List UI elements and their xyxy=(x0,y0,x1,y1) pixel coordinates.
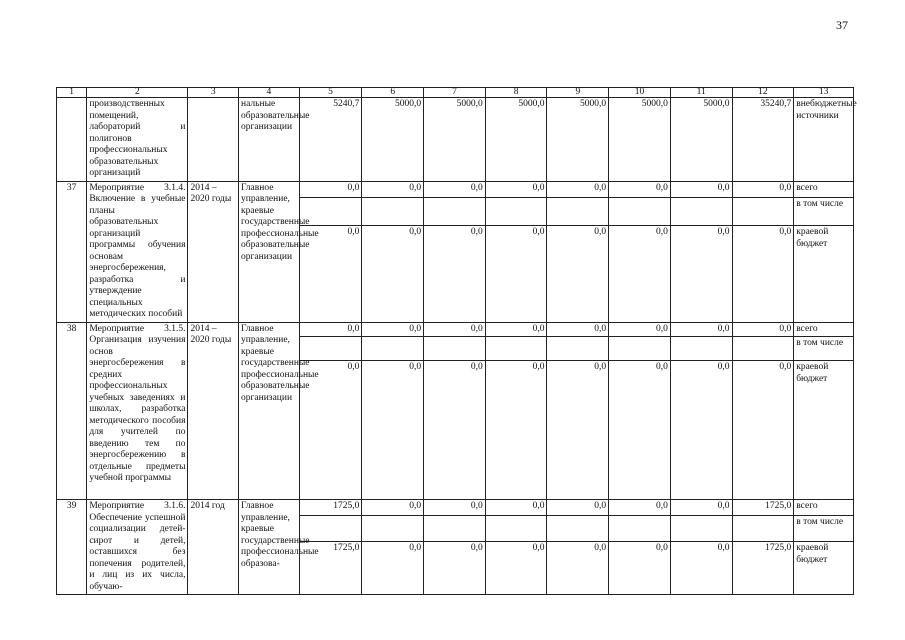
source-cell: всего xyxy=(794,322,854,337)
period-cell: 2014 – 2020 годы xyxy=(188,322,239,500)
value-cell: 0,0 xyxy=(362,181,424,198)
value-cell: 1725,0 xyxy=(299,542,362,595)
value-cell: 0,0 xyxy=(547,361,609,500)
value-cell: 0,0 xyxy=(299,181,362,198)
value-cell: 1725,0 xyxy=(732,542,794,595)
table-row xyxy=(57,322,854,337)
header-cell: 6 xyxy=(362,88,424,98)
value-cell: 0,0 xyxy=(485,181,547,198)
value-cell: 1725,0 xyxy=(299,500,362,516)
header-row xyxy=(57,88,854,98)
value-cell: 0,0 xyxy=(424,500,486,516)
row-number-cell xyxy=(57,98,87,182)
value-cell: 0,0 xyxy=(424,361,486,500)
value-cell: 0,0 xyxy=(670,542,732,595)
value-cell: 0,0 xyxy=(732,361,794,500)
activity-cell: Мероприятие 3.1.6. Обеспечение успешной социализации детей-сирот и детей, оставшихся без попечения родителей, и лиц из их числа, обучаю- xyxy=(87,500,188,595)
row-number-cell: 38 xyxy=(57,322,87,500)
value-cell: 0,0 xyxy=(362,542,424,595)
value-cell xyxy=(732,198,794,226)
header-cell: 1 xyxy=(57,88,87,98)
source-cell: краевой бюджет xyxy=(794,226,854,322)
value-cell: 0,0 xyxy=(362,226,424,322)
value-cell: 0,0 xyxy=(547,226,609,322)
value-cell: 0,0 xyxy=(362,500,424,516)
value-cell: 0,0 xyxy=(485,322,547,337)
value-cell xyxy=(362,198,424,226)
source-cell: в том числе xyxy=(794,337,854,361)
value-cell: 35240,7 xyxy=(732,98,794,182)
source-cell: внебюджетные источники xyxy=(794,98,854,182)
executor-cell: Главное управление, краевые государственные профессиональные образовательные организации xyxy=(239,322,300,500)
executor-cell: Главное управление, краевые государственные профессиональные образовательные организации xyxy=(239,181,300,322)
value-cell xyxy=(424,337,486,361)
header-cell: 13 xyxy=(794,88,854,98)
table-row xyxy=(57,98,854,182)
header-cell: 2 xyxy=(87,88,188,98)
value-cell: 0,0 xyxy=(424,226,486,322)
value-cell: 0,0 xyxy=(547,322,609,337)
value-cell xyxy=(424,198,486,226)
value-cell: 0,0 xyxy=(424,322,486,337)
row-number-cell: 39 xyxy=(57,500,87,595)
budget-table xyxy=(56,87,857,595)
value-cell xyxy=(299,337,362,361)
value-cell: 0,0 xyxy=(670,181,732,198)
value-cell: 0,0 xyxy=(609,322,671,337)
value-cell xyxy=(362,515,424,541)
value-cell xyxy=(547,337,609,361)
value-cell: 0,0 xyxy=(299,322,362,337)
header-cell: 3 xyxy=(188,88,239,98)
header-cell: 4 xyxy=(239,88,300,98)
source-cell: всего xyxy=(794,181,854,198)
value-cell: 0,0 xyxy=(424,181,486,198)
value-cell: 0,0 xyxy=(732,322,794,337)
period-cell: 2014 год xyxy=(188,500,239,595)
header-cell: 7 xyxy=(424,88,486,98)
value-cell: 5000,0 xyxy=(547,98,609,182)
value-cell xyxy=(609,198,671,226)
value-cell: 5000,0 xyxy=(424,98,486,182)
header-cell: 10 xyxy=(609,88,671,98)
value-cell: 0,0 xyxy=(609,361,671,500)
value-cell xyxy=(362,337,424,361)
value-cell: 0,0 xyxy=(609,181,671,198)
value-cell: 0,0 xyxy=(362,361,424,500)
value-cell xyxy=(670,198,732,226)
value-cell: 5000,0 xyxy=(609,98,671,182)
value-cell: 0,0 xyxy=(362,322,424,337)
value-cell: 0,0 xyxy=(485,500,547,516)
value-cell: 0,0 xyxy=(609,226,671,322)
header-cell: 5 xyxy=(299,88,362,98)
value-cell: 5000,0 xyxy=(670,98,732,182)
source-cell: краевой бюджет xyxy=(794,361,854,500)
value-cell xyxy=(485,515,547,541)
header-cell: 12 xyxy=(732,88,794,98)
value-cell: 0,0 xyxy=(670,322,732,337)
value-cell: 0,0 xyxy=(609,542,671,595)
source-cell: краевой бюджет xyxy=(794,542,854,595)
value-cell: 0,0 xyxy=(670,361,732,500)
value-cell: 5240,7 xyxy=(299,98,362,182)
activity-cell: Мероприятие 3.1.4. Включение в учебные планы образовательных организаций программы обучения основам энергосбережения, разработка и утверждение специальных методических пособий xyxy=(87,181,188,322)
value-cell xyxy=(670,337,732,361)
value-cell xyxy=(485,337,547,361)
source-cell: в том числе xyxy=(794,515,854,541)
value-cell: 0,0 xyxy=(299,226,362,322)
page-number: 37 xyxy=(836,18,848,32)
value-cell xyxy=(609,337,671,361)
value-cell xyxy=(732,337,794,361)
value-cell: 0,0 xyxy=(609,500,671,516)
executor-cell: Главное управление, краевые государственные профессиональные образова- xyxy=(239,500,300,595)
source-cell: в том числе xyxy=(794,198,854,226)
table-row xyxy=(57,500,854,516)
row-number-cell: 37 xyxy=(57,181,87,322)
value-cell: 0,0 xyxy=(547,542,609,595)
value-cell xyxy=(547,198,609,226)
value-cell: 0,0 xyxy=(670,226,732,322)
header-cell: 11 xyxy=(670,88,732,98)
value-cell: 0,0 xyxy=(732,181,794,198)
value-cell: 0,0 xyxy=(670,500,732,516)
value-cell: 0,0 xyxy=(547,181,609,198)
value-cell: 0,0 xyxy=(547,500,609,516)
value-cell xyxy=(485,198,547,226)
value-cell: 0,0 xyxy=(424,542,486,595)
value-cell: 1725,0 xyxy=(732,500,794,516)
value-cell xyxy=(424,515,486,541)
value-cell: 0,0 xyxy=(299,361,362,500)
header-cell: 9 xyxy=(547,88,609,98)
value-cell: 5000,0 xyxy=(362,98,424,182)
activity-cell: Мероприятие 3.1.5. Организация изучения основ энергосбережения в средних профессиональных учебных заведениях и школах, разработка методического пособия для учителей по введению тем по энергосбережению в отдельные предметы учебной программы xyxy=(87,322,188,500)
value-cell: 5000,0 xyxy=(485,98,547,182)
value-cell: 0,0 xyxy=(485,361,547,500)
period-cell xyxy=(188,98,239,182)
value-cell xyxy=(732,515,794,541)
executor-cell: нальные образовательные организации xyxy=(239,98,300,182)
value-cell: 0,0 xyxy=(732,226,794,322)
period-cell: 2014 – 2020 годы xyxy=(188,181,239,322)
value-cell xyxy=(547,515,609,541)
value-cell xyxy=(670,515,732,541)
value-cell xyxy=(609,515,671,541)
activity-cell: производственных помещений, лабораторий и полигонов профессиональных образовательных организаций xyxy=(87,98,188,182)
value-cell: 0,0 xyxy=(485,542,547,595)
source-cell: всего xyxy=(794,500,854,516)
header-cell: 8 xyxy=(485,88,547,98)
value-cell: 0,0 xyxy=(485,226,547,322)
table-row xyxy=(57,181,854,198)
